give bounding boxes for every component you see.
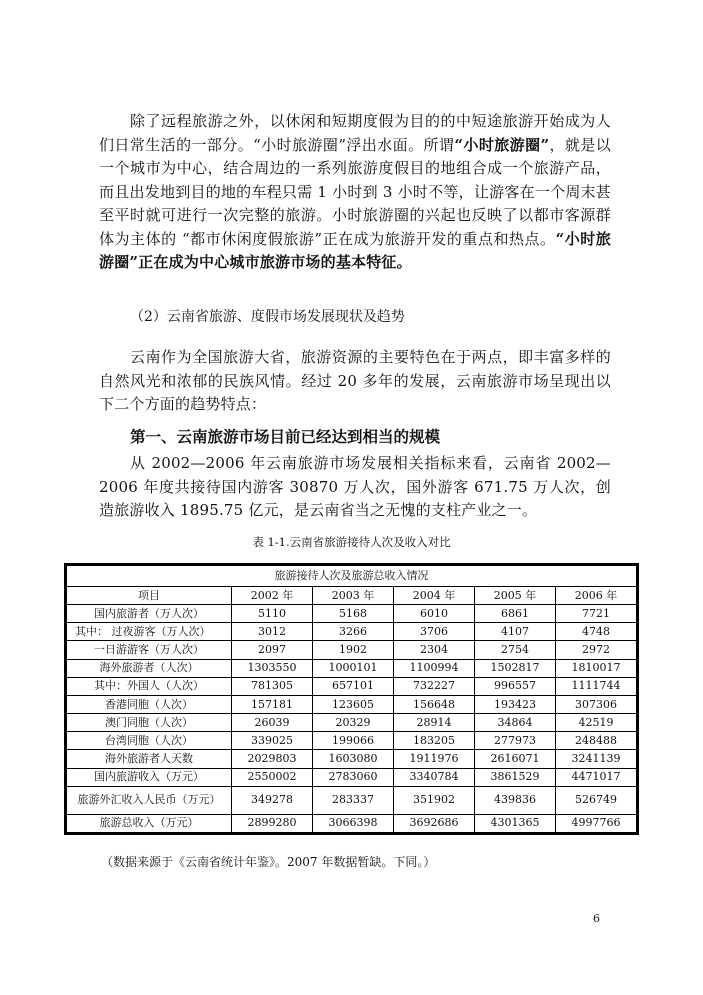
tourism-table: [66, 565, 637, 833]
table-row: [67, 750, 637, 768]
table-cell: 1902: [313, 641, 394, 659]
table-caption: 表 1-1.云南省旅游接待人次及收入对比: [252, 535, 451, 549]
table-cell: 1000101: [313, 659, 394, 677]
table-cell: 1303550: [232, 659, 313, 677]
row-label: 其中：外国人（人次）: [67, 677, 232, 695]
row-label: 旅游总收入（万元）: [67, 814, 232, 832]
table-cell: 42519: [556, 714, 637, 732]
table-cell: 4997766: [556, 814, 637, 832]
row-label: 其中： 过夜游客（万人次）: [67, 623, 232, 641]
table-cell: 3266: [313, 623, 394, 641]
table-cell: 7721: [556, 605, 637, 623]
table-cell: 1111744: [556, 677, 637, 695]
table-cell: 20329: [313, 714, 394, 732]
header-year: 2004 年: [394, 587, 475, 605]
table-cell: 248488: [556, 732, 637, 750]
table-cell: 996557: [475, 677, 556, 695]
table-title: 旅游接待人次及旅游总收入情况: [67, 566, 637, 587]
row-label: 香港同胞（人次）: [67, 695, 232, 713]
table-cell: 157181: [232, 695, 313, 713]
table-cell: 183205: [394, 732, 475, 750]
table-cell: 781305: [232, 677, 313, 695]
table-cell: 4471017: [556, 768, 637, 786]
row-label: 国内旅游者（万人次）: [67, 605, 232, 623]
table-cell: 3861529: [475, 768, 556, 786]
table-cell: 6010: [394, 605, 475, 623]
table-cell: 657101: [313, 677, 394, 695]
table-row: [67, 714, 637, 732]
table-cell: 5110: [232, 605, 313, 623]
section-heading-yunnan-market: （2）云南省旅游、度假市场发展现状及趋势: [130, 309, 405, 325]
table-cell: 193423: [475, 695, 556, 713]
row-label: 国内旅游收入（万元）: [67, 768, 232, 786]
table-cell: 439836: [475, 786, 556, 814]
table-cell: 3706: [394, 623, 475, 641]
table-cell: 2899280: [232, 814, 313, 832]
page-number: 6: [593, 912, 600, 925]
table-cell: 2616071: [475, 750, 556, 768]
source-note: （数据来源于《云南省统计年鉴》。2007 年数据暂缺。下同。）: [101, 855, 436, 869]
table-cell: 2304: [394, 641, 475, 659]
table-header-row: [67, 587, 637, 605]
header-item: 项目: [67, 587, 232, 605]
subheading-market-scale: 第一、云南旅游市场目前已经达到相当的规模: [130, 427, 441, 446]
table-cell: 6861: [475, 605, 556, 623]
table-cell: 2097: [232, 641, 313, 659]
para1-bold-conclusion: “小时旅游圈”正在成为中心城市旅游市场的基本特征。: [99, 229, 611, 271]
table-row: [67, 641, 637, 659]
intro-paragraph: [99, 110, 611, 275]
row-label: 台湾同胞（人次）: [67, 732, 232, 750]
table-cell: 1911976: [394, 750, 475, 768]
table-cell: 3012: [232, 623, 313, 641]
table-cell: 34864: [475, 714, 556, 732]
table-cell: 351902: [394, 786, 475, 814]
row-label: 一日游游客（万人次）: [67, 641, 232, 659]
yunnan-overview-paragraph: 云南作为全国旅游大省，旅游资源的主要特色在于两点，即丰富多样的自然风光和浓郁的民族风情。经过 20 多年的发展，云南旅游市场呈现出以下二个方面的趋势特点：: [99, 348, 611, 413]
table-cell: 123605: [313, 695, 394, 713]
table-cell: 307306: [556, 695, 637, 713]
tourism-table-frame: [64, 563, 639, 835]
table-cell: 26039: [232, 714, 313, 732]
table-cell: 3340784: [394, 768, 475, 786]
table-cell: 156648: [394, 695, 475, 713]
table-cell: 339025: [232, 732, 313, 750]
table-cell: 2550002: [232, 768, 313, 786]
table-cell: 732227: [394, 677, 475, 695]
table-cell: 1502817: [475, 659, 556, 677]
header-year: 2005 年: [475, 587, 556, 605]
header-year: 2006 年: [556, 587, 637, 605]
table-cell: 5168: [313, 605, 394, 623]
table-cell: 4107: [475, 623, 556, 641]
table-cell: 283337: [313, 786, 394, 814]
row-label: 旅游外汇收入人民币（万元）: [67, 786, 232, 814]
header-year: 2003 年: [313, 587, 394, 605]
table-cell: 1603080: [313, 750, 394, 768]
table-cell: 2754: [475, 641, 556, 659]
table-row: [67, 677, 637, 695]
table-row: [67, 623, 637, 641]
table-cell: 349278: [232, 786, 313, 814]
table-cell: 1100994: [394, 659, 475, 677]
table-row: [67, 786, 637, 814]
table-cell: 4301365: [475, 814, 556, 832]
table-row: [67, 814, 637, 832]
row-label: 澳门同胞（人次）: [67, 714, 232, 732]
table-row: [67, 605, 637, 623]
market-scale-paragraph: 从 2002—2006 年云南旅游市场发展相关指标来看，云南省 2002—2006 年度共接待国内游客 30870 万人次，国外游客 671.75 万人次，创造旅游收入 1895.75 亿元，是云南省当之无愧的支柱产业之一。: [99, 454, 611, 519]
table-cell: 3066398: [313, 814, 394, 832]
table-row: [67, 659, 637, 677]
table-cell: 1810017: [556, 659, 637, 677]
table-cell: 2783060: [313, 768, 394, 786]
row-label: 海外旅游者（人次）: [67, 659, 232, 677]
table-row: [67, 695, 637, 713]
table-cell: 4748: [556, 623, 637, 641]
table-row: [67, 768, 637, 786]
table-row: [67, 732, 637, 750]
row-label: 海外旅游者人天数: [67, 750, 232, 768]
table-cell: 3692686: [394, 814, 475, 832]
para1-bold-term: “小时旅游圈”: [454, 135, 550, 154]
table-cell: 526749: [556, 786, 637, 814]
table-cell: 199066: [313, 732, 394, 750]
table-cell: 3241139: [556, 750, 637, 768]
header-year: 2002 年: [232, 587, 313, 605]
para1-text-1: 除了远程旅游之外，以休闲和短期度假为目的的中短途旅游开始成为人们日常生活的一部分。“小时旅游圈”浮出水面。所谓: [99, 112, 611, 154]
table-cell: 28914: [394, 714, 475, 732]
table-cell: 2029803: [232, 750, 313, 768]
table-cell: 2972: [556, 641, 637, 659]
para1-text-2: ，就是以一个城市为中心，结合周边的一系列旅游度假目的地组合成一个旅游产品，而且出发地到目的地的车程只需 1 小时到 3 小时不等，让游客在一个周末甚至平时就可进行一次完整的旅游。小时旅游圈的兴起也反映了以都市客源群体为主体的 “都市休闲度假旅游”正在成为旅游开发的重点和热点。: [99, 135, 611, 248]
table-cell: 277973: [475, 732, 556, 750]
